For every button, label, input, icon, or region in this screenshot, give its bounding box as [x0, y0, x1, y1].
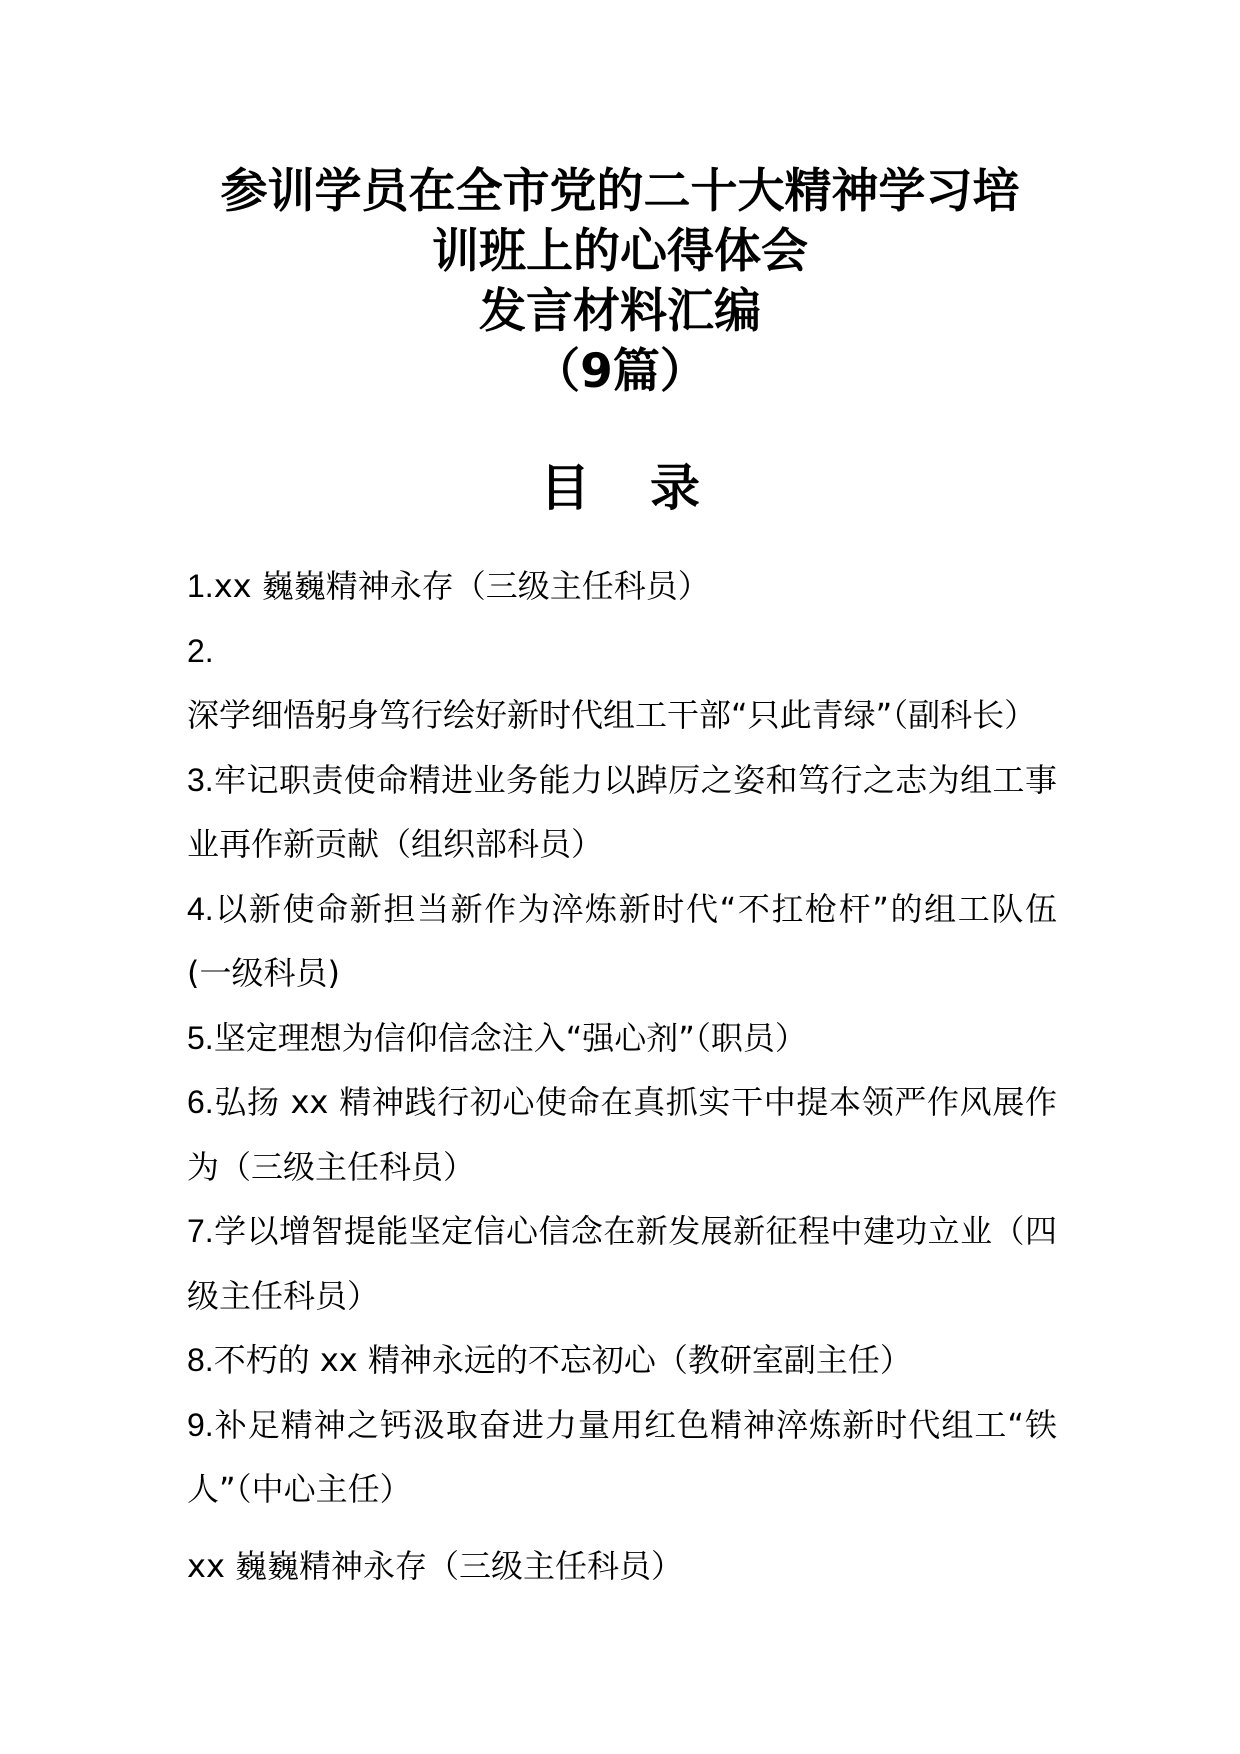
toc-item-text: 坚定理想为信仰信念注入“强心剂”（职员） — [213, 1018, 807, 1057]
toc-item[interactable] — [187, 1199, 1057, 1328]
toc-item-number: 9. — [187, 1406, 214, 1443]
first-article-title: xx 巍巍精神永存（三级主任科员） — [187, 1547, 684, 1585]
title-line-1: 参训学员在全市党的二十大精神学习培 — [220, 164, 1020, 219]
title-line-2: 训班上的心得体会 — [432, 224, 808, 279]
toc-item-text: 补足精神之钙汲取奋进力量用红色精神淬炼新时代组工“铁人”（中心主任） — [187, 1405, 1057, 1508]
toc-item[interactable] — [187, 877, 1057, 1006]
toc-item-text: 学以增智提能坚定信心信念在新发展新征程中建功立业（四级主任科员） — [187, 1212, 1057, 1315]
toc-item-number: 1. — [187, 568, 214, 604]
toc-item-number: 5. — [187, 1019, 214, 1056]
toc-item-number: 6. — [187, 1084, 214, 1120]
toc-item-text: 牢记职责使命精进业务能力以踔厉之姿和笃行之志为组工事业再作新贡献（组织部科员） — [187, 760, 1057, 863]
toc-item-text: 以新使命新担当新作为淬炼新时代“不扛枪杆”的组工队伍(一级科员) — [187, 889, 1057, 992]
toc-item[interactable] — [187, 1006, 1057, 1071]
toc-item-number: 7. — [187, 1213, 214, 1249]
toc-item[interactable] — [187, 1328, 1057, 1393]
toc-item[interactable] — [187, 554, 1057, 619]
toc-item-number: 4. — [187, 890, 214, 927]
toc-item[interactable] — [187, 1393, 1057, 1522]
toc-heading-char-2: 录 — [650, 459, 700, 517]
toc-item-text: 深学细悟躬身笃行绘好新时代组工干部“只此青绿”（副科长） — [187, 696, 1037, 734]
toc-item-number: 8. — [187, 1342, 214, 1378]
toc-heading — [120, 458, 1120, 518]
toc-item[interactable] — [187, 619, 1057, 748]
title-line-4: （9篇） — [533, 344, 707, 399]
toc-item[interactable] — [187, 1070, 1057, 1199]
toc-heading-char-1: 目 — [540, 459, 590, 517]
toc-item-number: 3. — [187, 761, 214, 798]
document-title — [120, 162, 1120, 402]
toc-item-text: 弘扬 xx 精神践行初心使命在真抓实干中提本领严作风展作为（三级主任科员） — [187, 1083, 1057, 1186]
toc-item[interactable] — [187, 748, 1057, 877]
toc-item-text: 不朽的 xx 精神永远的不忘初心（教研室副主任） — [213, 1341, 912, 1379]
toc-item-number: 2. — [187, 632, 214, 669]
toc-item-text: xx 巍巍精神永存（三级主任科员） — [213, 567, 710, 605]
table-of-contents — [187, 554, 1057, 1522]
title-line-3: 发言材料汇编 — [479, 284, 761, 339]
